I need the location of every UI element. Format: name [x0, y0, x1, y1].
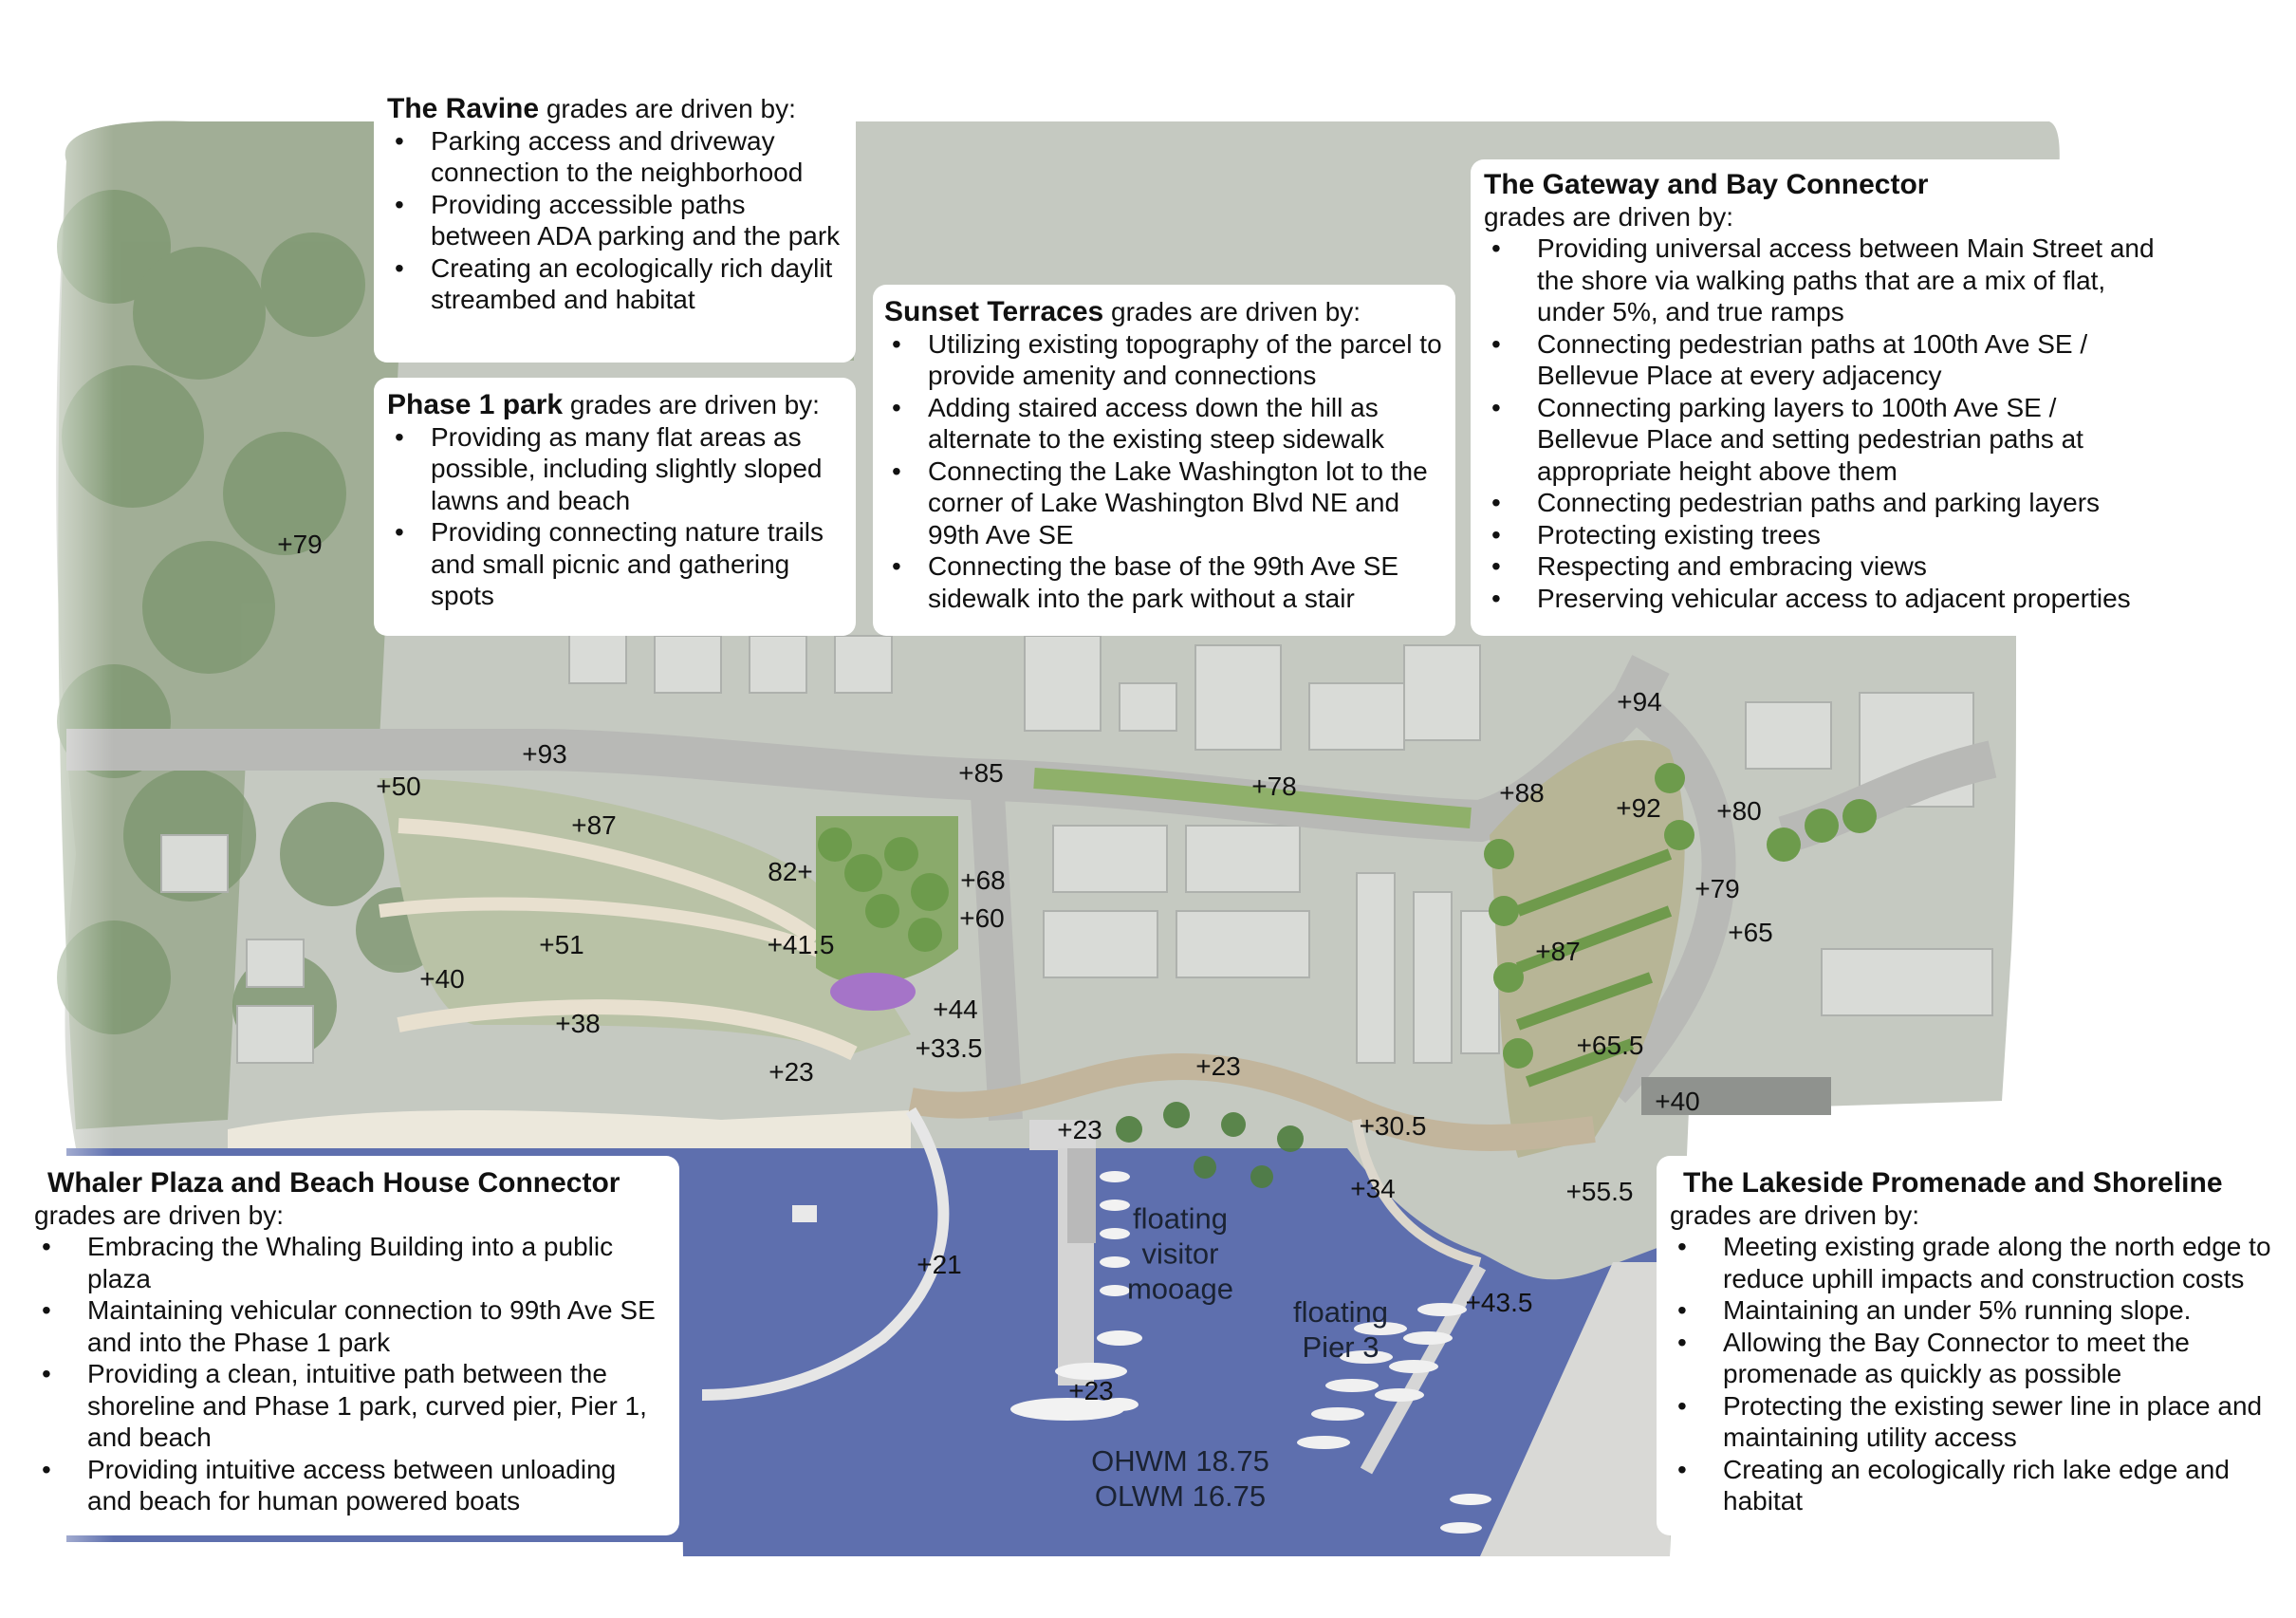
callout-item: • Connecting parking layers to 100th Ave SE / Bellevue Place and setting pedestrian paths at appropriate height above them — [1484, 392, 2156, 488]
callout-title-tail: grades are driven by: — [563, 390, 820, 419]
callout-item: • Creating an ecologically rich daylit streambed and habitat — [387, 252, 842, 316]
callout-item: • Connecting pedestrian paths at 100th Ave SE / Bellevue Place at every adjacency — [1484, 328, 2156, 392]
callout-heading — [884, 296, 1442, 328]
floating-visitor-moorage-label: floating visitor mooage — [1126, 1201, 1234, 1306]
grade-label: +38 — [555, 1009, 601, 1038]
grade-label: +85 — [958, 758, 1004, 788]
callout-whaler-plaza — [21, 1156, 679, 1535]
grade-label: +60 — [959, 903, 1005, 933]
callout-title: Whaler Plaza and Beach House Connector — [47, 1167, 620, 1199]
callout-sunset-terraces — [873, 285, 1455, 636]
callout-title: The Gateway and Bay Connector — [1484, 169, 1929, 200]
grade-label: +21 — [917, 1250, 962, 1279]
grade-label: +23 — [1068, 1376, 1114, 1405]
callout-item: • Providing intuitive access between unloading and beach for human powered boats — [34, 1454, 666, 1517]
callout-title: Phase 1 park — [387, 389, 564, 420]
callout-item: • Providing as many flat areas as possible, including slightly sloped lawns and beach — [387, 421, 842, 517]
grade-label: +23 — [768, 1057, 814, 1087]
swim-float — [792, 1205, 817, 1222]
grade-label: +80 — [1716, 796, 1762, 826]
grade-label: +65 — [1728, 918, 1773, 947]
grade-label: +78 — [1251, 772, 1297, 801]
callout-subtitle: grades are driven by: — [34, 1200, 285, 1230]
callout-heading — [387, 93, 842, 125]
callout-title: The Lakeside Promenade and Shoreline — [1683, 1167, 2223, 1199]
callout-list — [884, 328, 1442, 615]
moorage-building — [1067, 1148, 1096, 1243]
callout-item: • Protecting existing trees — [1484, 519, 2156, 551]
callout-lakeside-promenade — [1657, 1156, 2296, 1535]
callout-gateway-bay-connector — [1471, 159, 2169, 636]
callout-item: • Respecting and embracing views — [1484, 550, 2156, 583]
callout-heading — [387, 389, 842, 421]
grade-label: +50 — [376, 772, 421, 801]
grade-label: +51 — [539, 930, 584, 959]
callout-list — [1484, 232, 2156, 614]
grade-label: +55.5 — [1565, 1177, 1634, 1206]
grade-label: +79 — [277, 530, 323, 559]
callout-item: • Utilizing existing topography of the parcel to provide amenity and connections — [884, 328, 1442, 392]
callout-item: • Embracing the Whaling Building into a public plaza — [34, 1231, 666, 1294]
callout-title-tail: grades are driven by: — [539, 94, 796, 123]
grade-label: +23 — [1057, 1115, 1102, 1144]
callout-item: • Maintaining an under 5% running slope. — [1670, 1294, 2283, 1327]
grade-label: +68 — [960, 865, 1006, 895]
grade-label: +87 — [571, 810, 617, 840]
callout-item: • Protecting the existing sewer line in place and maintaining utility access — [1670, 1390, 2283, 1454]
grade-label: +33.5 — [915, 1033, 983, 1063]
grade-label: +92 — [1616, 793, 1661, 823]
callout-item: • Providing a clean, intuitive path between the shoreline and Phase 1 park, curved pier, Pier 1, and beach — [34, 1358, 666, 1454]
callout-item: • Connecting the Lake Washington lot to the corner of Lake Washington Blvd NE and 99th Ave SE — [884, 456, 1442, 551]
callout-item: • Adding staired access down the hill as alternate to the existing steep sidewalk — [884, 392, 1442, 456]
callout-item: • Connecting pedestrian paths and parking layers — [1484, 487, 2156, 519]
callout-phase1-park — [374, 378, 856, 636]
callout-item: • Providing accessible paths between ADA parking and the park — [387, 189, 842, 252]
grade-label: +94 — [1617, 687, 1662, 716]
grade-label: +23 — [1195, 1051, 1241, 1081]
callout-subtitle: grades are driven by: — [1484, 201, 1734, 232]
callout-item: • Maintaining vehicular connection to 99th Ave SE and into the Phase 1 park — [34, 1294, 666, 1358]
grade-label: 82+ — [768, 857, 813, 886]
callout-title: The Ravine — [387, 93, 540, 124]
callout-list — [387, 421, 842, 612]
grade-label: +30.5 — [1359, 1111, 1427, 1141]
callout-item: • Parking access and driveway connection to the neighborhood — [387, 125, 842, 189]
callout-item: • Allowing the Bay Connector to meet the promenade as quickly as possible — [1670, 1327, 2283, 1390]
callout-item: • Providing universal access between Main Street and the shore via walking paths that are a mix of flat, under 5%, and true ramps — [1484, 232, 2156, 328]
callout-subtitle: grades are driven by: — [1670, 1200, 1920, 1230]
grade-label: +87 — [1535, 937, 1581, 966]
callout-title: Sunset Terraces — [884, 296, 1104, 327]
callout-item: • Providing connecting nature trails and small picnic and gathering spots — [387, 516, 842, 612]
callout-item: • Creating an ecologically rich lake edge and habitat — [1670, 1454, 2283, 1517]
callout-ravine — [374, 82, 856, 363]
callout-list — [1670, 1231, 2283, 1517]
side-road — [987, 778, 1006, 1120]
callout-title-tail: grades are driven by: — [1103, 297, 1361, 326]
beach — [228, 1110, 911, 1148]
grade-label: +88 — [1499, 778, 1545, 808]
grade-label: +65.5 — [1576, 1031, 1644, 1060]
callout-list — [34, 1231, 666, 1517]
callout-item: • Preserving vehicular access to adjacent properties — [1484, 583, 2156, 615]
water-mark-label: OHWM 18.75 OLWM 16.75 — [1091, 1444, 1269, 1513]
grade-label: +44 — [933, 995, 978, 1024]
grade-label: +43.5 — [1465, 1288, 1533, 1317]
grade-label: +41.5 — [767, 930, 835, 959]
plaza-accent — [830, 973, 916, 1011]
grade-label: +34 — [1350, 1174, 1396, 1203]
grade-label: +40 — [1655, 1087, 1700, 1116]
grade-label: +93 — [522, 739, 567, 769]
callout-item: • Connecting the base of the 99th Ave SE sidewalk into the park without a stair — [884, 550, 1442, 614]
grade-label: +79 — [1694, 874, 1740, 903]
floating-pier-3-label: floating Pier 3 — [1293, 1295, 1388, 1364]
grade-label: +40 — [419, 964, 465, 994]
callout-list — [387, 125, 842, 316]
callout-item: • Meeting existing grade along the north edge to reduce uphill impacts and construction costs — [1670, 1231, 2283, 1294]
